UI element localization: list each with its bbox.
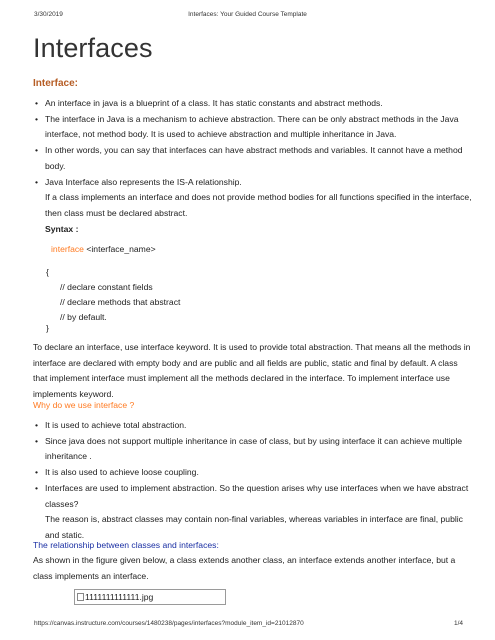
list-item: • It is used to achieve total abstraction. <box>33 418 473 434</box>
bullet-icon: • <box>35 467 39 478</box>
why-bullet-list <box>33 418 473 544</box>
list-item: • The interface in Java is a mechanism to achieve abstraction. There can be only abstract methods in the Java interface, not method body. It is used to achieve abstraction and multiple inheritance in Java. <box>35 113 459 140</box>
bullet-icon: • <box>35 98 39 108</box>
page-number: 1/4 <box>453 620 463 627</box>
code-keyword: interface <box>51 244 84 254</box>
list-item: • Since java does not support multiple inheritance in case of class, but by using interface it can achieve multiple inheritance . <box>35 435 463 462</box>
image-alt-text: 1111111111111.jpg <box>85 592 154 602</box>
interface-heading: Interface: <box>33 78 79 89</box>
code-comment-3: // by default. <box>60 312 107 322</box>
list-item: • Java Interface also represents the IS-A relationship. If a class implements an interface and does not provide method bodies for all functions specified in the interface, then class must be declared abstract. Syntax : <box>33 175 473 238</box>
bullet-icon: • <box>35 145 39 156</box>
list-item: • Interfaces are used to implement abstraction. So the question arises why use interfaces when we have abstract classes? The reason is, abstract classes may contain non-final variables, whereas variables in interface are final, public and static. <box>33 481 473 544</box>
syntax-label: Syntax : <box>45 223 79 234</box>
list-item-continuation: If a class implements an interface and does not provide method bodies for all functions specified in the interface, then class must be declared abstract. <box>45 192 472 218</box>
bullet-icon: • <box>35 113 39 124</box>
list-item: • In other words, you can say that interfaces can have abstract methods and variables. It cannot have a method body. <box>35 145 463 171</box>
code-comment-1: // declare constant fields <box>60 282 153 292</box>
broken-image-placeholder[interactable] <box>74 589 226 605</box>
code-close-brace: } <box>46 323 49 333</box>
interface-declaration-paragraph: To declare an interface, use interface keyword. It is used to provide total abstraction. That means all the methods in interface are declared with empty body and are public and all fields are public, static and final by default. A class that implement interface must implement all the methods declared in the interface. To implement interface use implements keyword. <box>33 342 471 400</box>
bullet-icon: • <box>35 482 39 493</box>
code-interface-name: <interface_name> <box>83 244 156 254</box>
list-item: • It is also used to achieve loose coupling. <box>33 465 473 481</box>
relationship-heading: The relationship between classes and interfaces: <box>33 540 219 550</box>
interface-bullet-list <box>33 96 473 237</box>
list-item-continuation: The reason is, abstract classes may contain non-final variables, whereas variables in interface are final, public and static. <box>45 514 463 540</box>
code-signature <box>51 242 156 258</box>
why-interface-heading: Why do we use interface ? <box>33 400 135 410</box>
relationship-paragraph: As shown in the figure given below, a class extends another class, an interface extends another interface, but a class implements an interface. <box>33 555 456 581</box>
page-title: Interfaces <box>33 33 153 63</box>
code-comment-2: // declare methods that abstract <box>60 297 181 307</box>
broken-image-icon <box>77 593 84 601</box>
print-doc-title: Interfaces: Your Guided Course Template <box>188 11 307 18</box>
bullet-icon: • <box>35 420 39 430</box>
bullet-icon: • <box>35 176 39 187</box>
print-url: https://canvas.instructure.com/courses/1480238/pages/interfaces?module_item_id=21012870 <box>34 620 304 627</box>
print-date: 3/30/2019 <box>34 11 63 18</box>
code-open-brace: { <box>46 267 49 277</box>
bullet-icon: • <box>35 435 39 446</box>
list-item: • An interface in java is a blueprint of a class. It has static constants and abstract methods. <box>33 96 473 112</box>
